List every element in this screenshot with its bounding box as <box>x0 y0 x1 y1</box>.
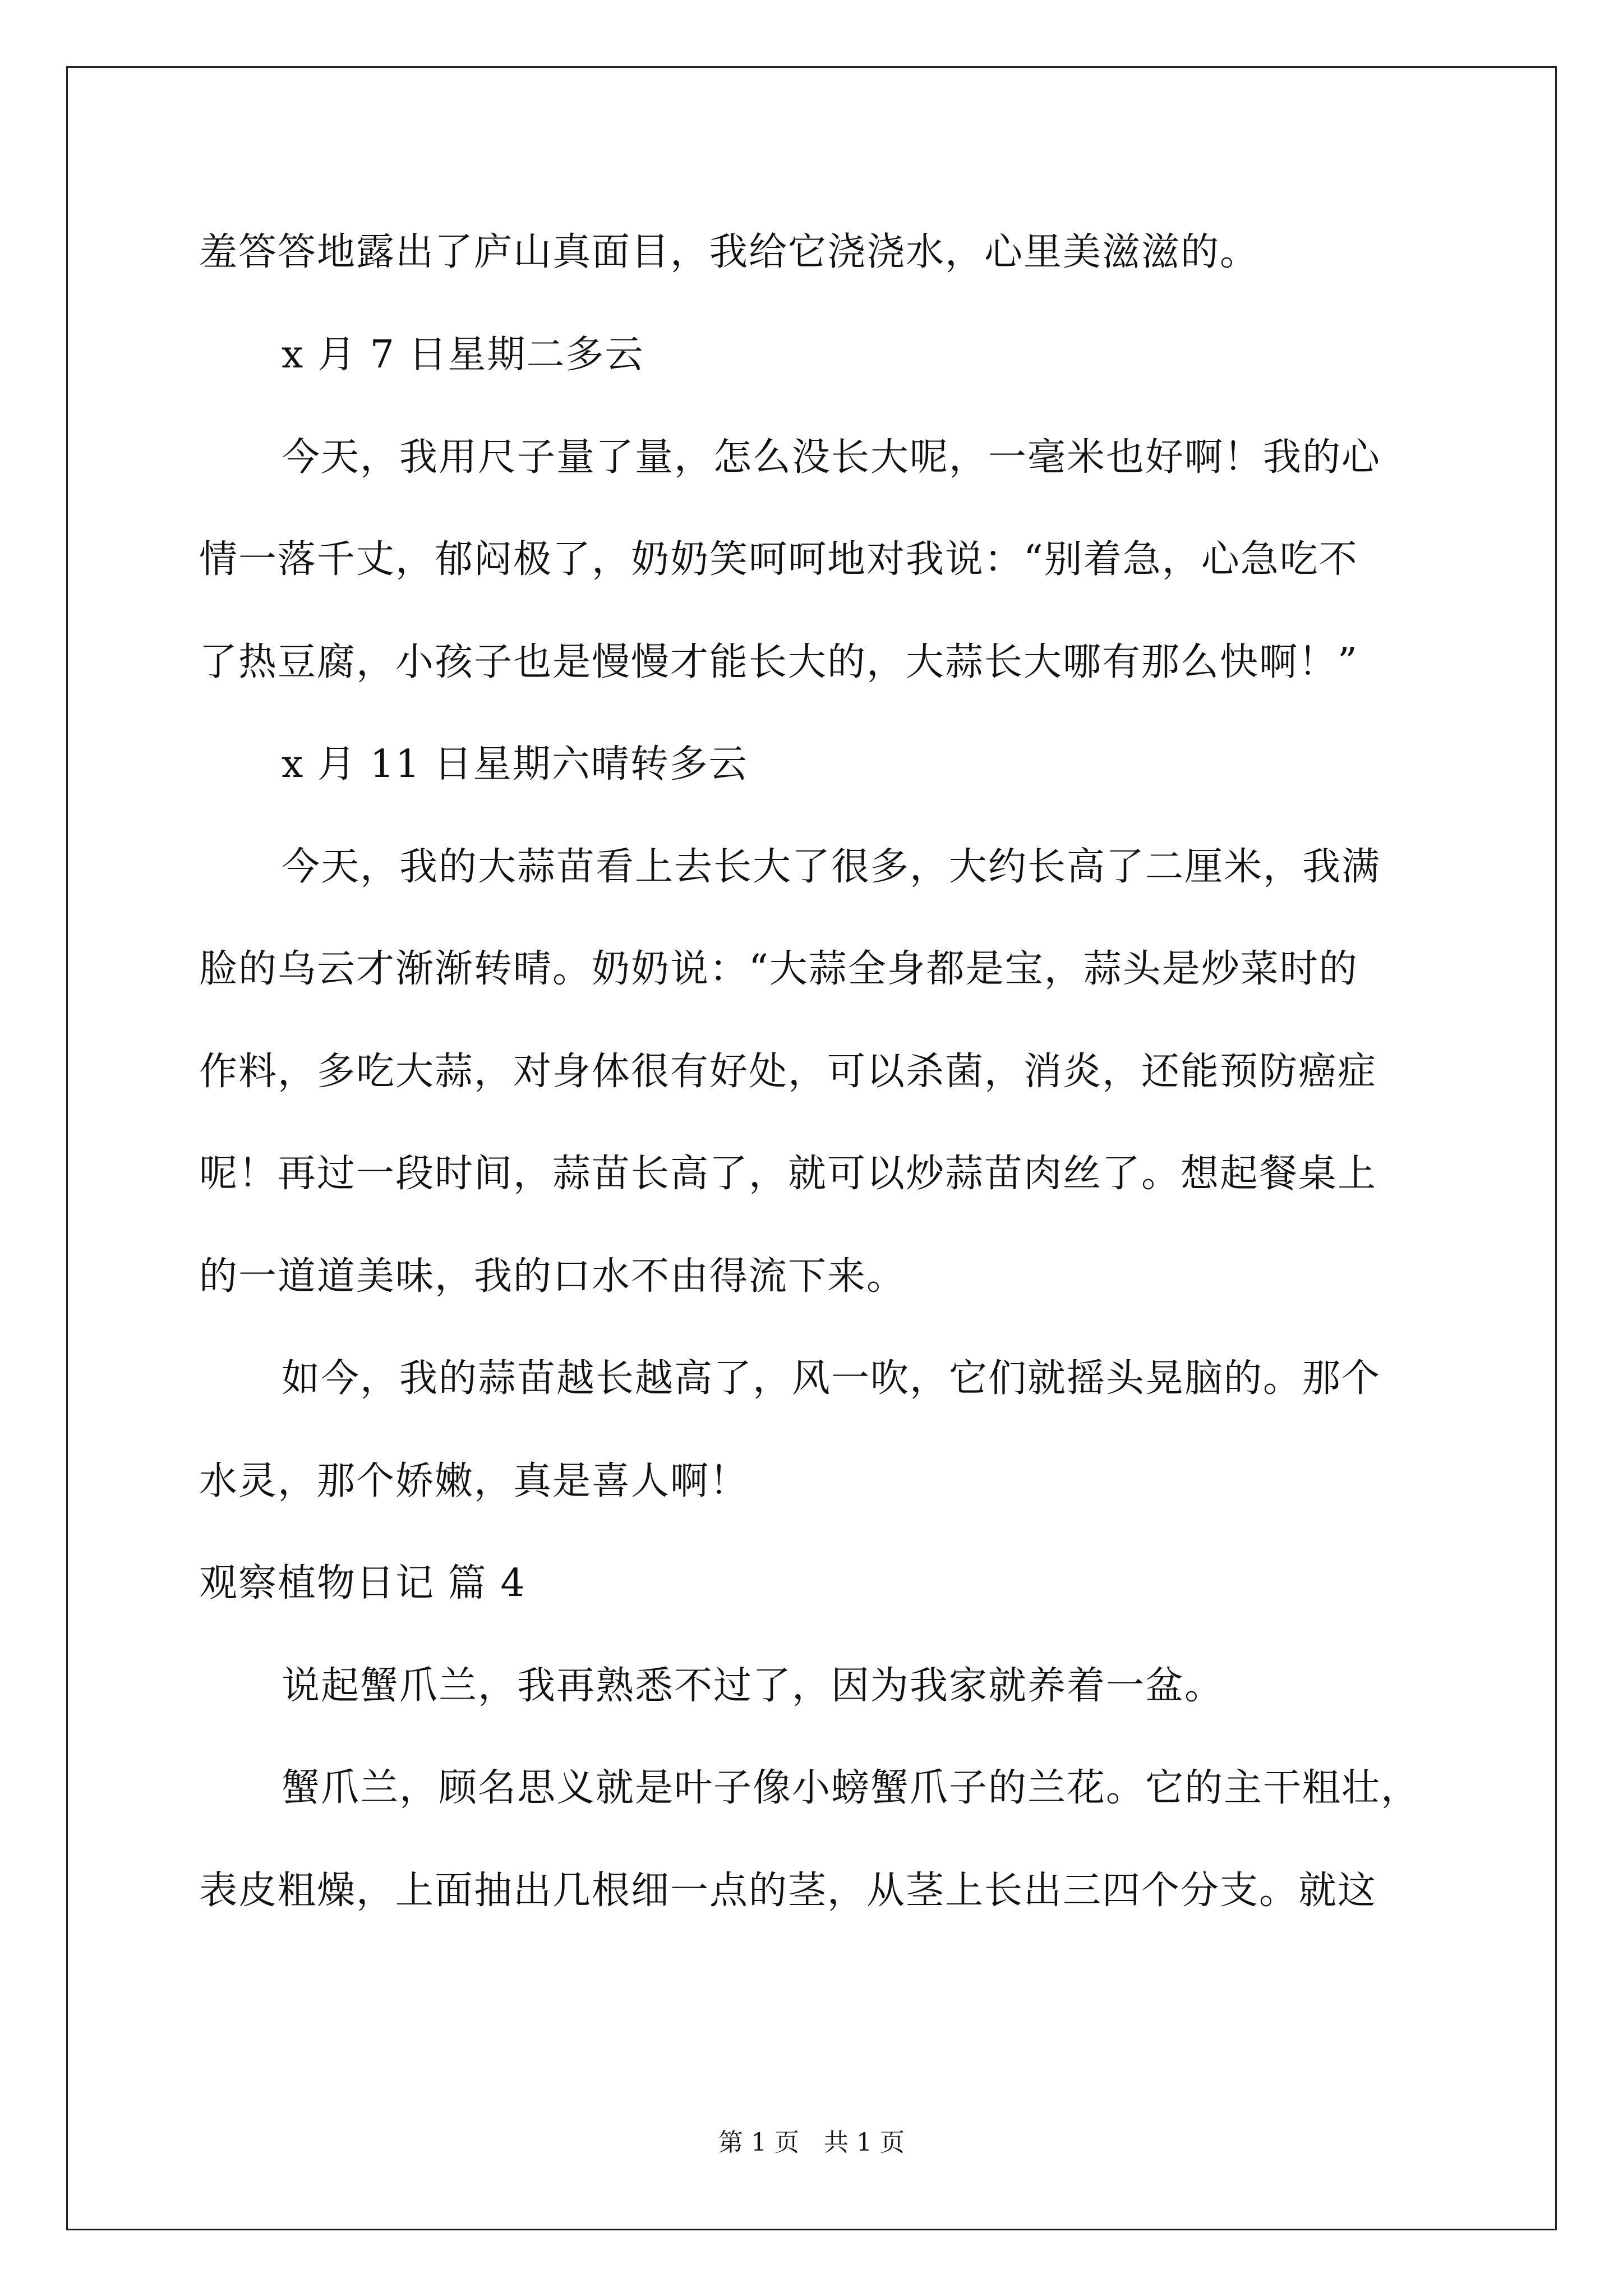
section-heading: 观察植物日记 篇 4 <box>199 1561 526 1605</box>
page-footer <box>0 2126 1623 2160</box>
text-line-14: 表皮粗燥，上面抽出几根细一点的茎，从茎上长出三四个分支。就这 <box>199 1869 1377 1913</box>
text-line-1: 羞答答地露出了庐山真面目，我给它浇浇水，心里美滋滋的。 <box>199 230 1260 274</box>
text-line-11: 水灵，那个娇嫩，真是喜人啊！ <box>199 1459 749 1503</box>
date-heading-2: x 月 11 日星期六晴转多云 <box>282 742 748 786</box>
date-heading-1: x 月 7 日星期二多云 <box>282 333 644 377</box>
text-line-5: 今天，我的大蒜苗看上去长大了很多，大约长高了二厘米，我满 <box>282 845 1381 889</box>
page-number: 第 1 页 <box>718 2128 799 2157</box>
text-line-8: 呢！再过一段时间，蒜苗长高了，就可以炒蒜苗肉丝了。想起餐桌上 <box>199 1152 1377 1196</box>
text-line-7: 作料，多吃大蒜，对身体很有好处，可以杀菌，消炎，还能预防癌症 <box>199 1050 1377 1094</box>
text-line-4: 了热豆腐，小孩子也是慢慢才能长大的，大蒜长大哪有那么快啊！” <box>199 640 1358 684</box>
text-line-12: 说起蟹爪兰，我再熟悉不过了，因为我家就养着一盆。 <box>282 1664 1224 1708</box>
page-total: 共 1 页 <box>824 2128 905 2157</box>
text-line-9: 的一道道美味，我的口水不由得流下来。 <box>199 1254 906 1299</box>
text-line-6: 脸的乌云才渐渐转晴。奶奶说：“大蒜全身都是宝，蒜头是炒菜时的 <box>199 947 1358 991</box>
text-line-10: 如今，我的蒜苗越长越高了，风一吹，它们就摇头晃脑的。那个 <box>282 1356 1381 1401</box>
text-line-3: 情一落千丈，郁闷极了，奶奶笑呵呵地对我说：“别着急，心急吃不 <box>199 537 1358 582</box>
text-line-13: 蟹爪兰，顾名思义就是叶子像小螃蟹爪子的兰花。它的主干粗壮， <box>282 1766 1421 1810</box>
text-line-2: 今天，我用尺子量了量，怎么没长大呢，一毫米也好啊！我的心 <box>282 435 1381 480</box>
